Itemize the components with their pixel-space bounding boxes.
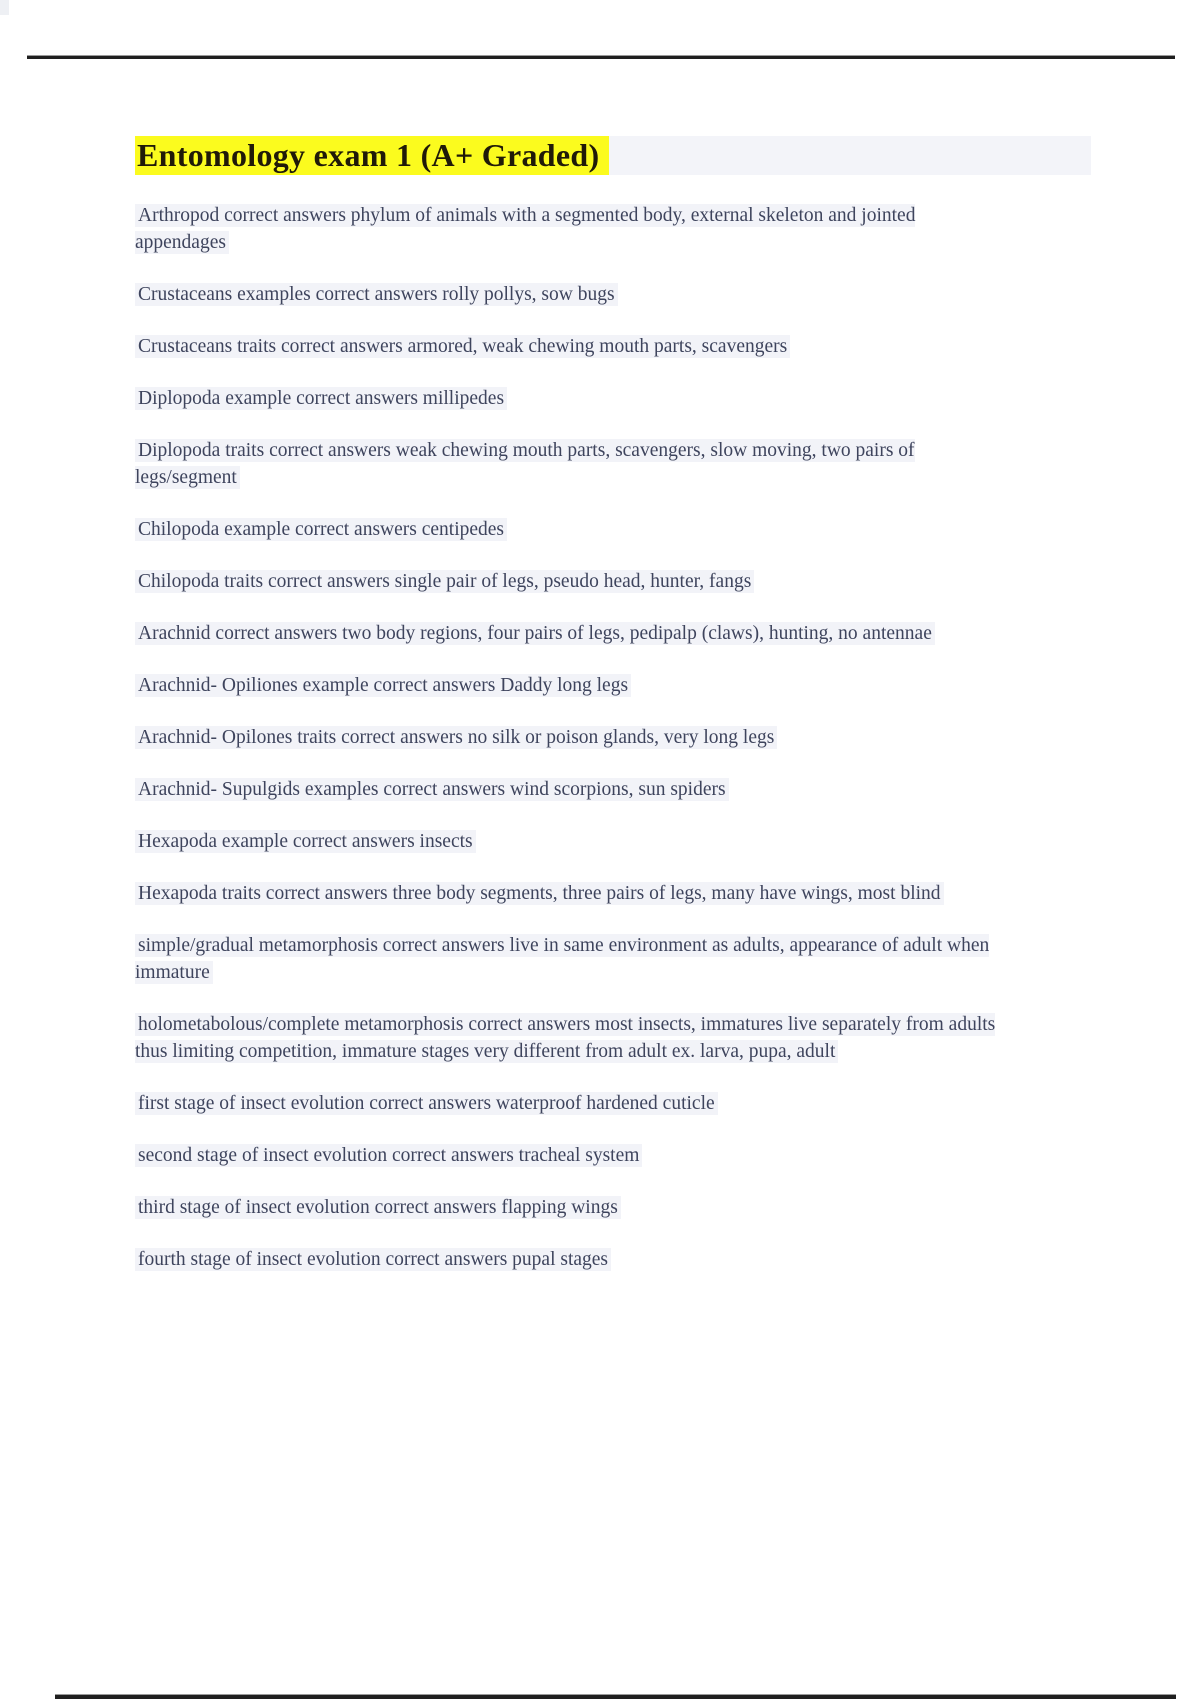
qa-text: holometabolous/complete metamorphosis correct answers most insects, immatures live separately from adults thus limiting competition, immature stages very different from adult ex. larva, pupa, adult [135,1014,996,1062]
scan-edge-artifact [0,0,9,15]
page-title [135,136,1091,175]
qa-text: fourth stage of insect evolution correct answers pupal stages [135,1248,611,1271]
qa-paragraph-crustaceans-traits [135,333,1010,360]
top-border-rule [27,55,1175,59]
qa-text: Arthropod correct answers phylum of animals with a segmented body, external skeleton and jointed appendages [135,205,916,253]
qa-text: Chilopoda example correct answers centipedes [135,518,507,541]
document-content [135,136,1010,1298]
qa-text: Arachnid- Supulgids examples correct answers wind scorpions, sun spiders [135,778,729,801]
qa-paragraph-fourth-stage [135,1246,1010,1273]
qa-paragraph-third-stage [135,1194,1010,1221]
qa-paragraph-arthropod [135,202,1010,256]
qa-text: Arachnid correct answers two body regions, four pairs of legs, pedipalp (claws), hunting, no antennae [135,622,935,645]
page-title-text: Entomology exam 1 (A+ Graded) [135,136,609,175]
qa-paragraph-arachnid [135,620,1010,647]
qa-paragraph-diplopoda-example [135,385,1010,412]
qa-paragraph-crustaceans-examples [135,281,1010,308]
qa-text: Diplopoda example correct answers millipedes [135,387,507,410]
qa-paragraph-arachnid-opilones-traits [135,724,1010,751]
qa-paragraph-chilopoda-traits [135,568,1010,595]
qa-paragraph-arachnid-opiliones-example [135,672,1010,699]
qa-text: Diplopoda traits correct answers weak chewing mouth parts, scavengers, slow moving, two pairs of legs/segment [135,440,915,488]
qa-paragraph-diplopoda-traits [135,437,1010,491]
qa-paragraph-second-stage [135,1142,1010,1169]
qa-text: Crustaceans examples correct answers rolly pollys, sow bugs [135,283,618,306]
qa-text: Hexapoda traits correct answers three body segments, three pairs of legs, many have wings, most blind [135,882,944,905]
qa-paragraph-first-stage [135,1090,1010,1117]
qa-text: first stage of insect evolution correct answers waterproof hardened cuticle [135,1092,718,1115]
qa-text: Crustaceans traits correct answers armored, weak chewing mouth parts, scavengers [135,335,790,358]
qa-paragraph-chilopoda-example [135,516,1010,543]
qa-text: simple/gradual metamorphosis correct answers live in same environment as adults, appearance of adult when immature [135,935,990,983]
bottom-border-rule [55,1694,1176,1699]
qa-paragraph-holometabolous-metamorphosis [135,1011,1010,1065]
qa-paragraph-arachnid-supulgids-examples [135,776,1010,803]
qa-text: Arachnid- Opiliones example correct answers Daddy long legs [135,674,631,697]
qa-text: Arachnid- Opilones traits correct answers no silk or poison glands, very long legs [135,726,777,749]
qa-text: third stage of insect evolution correct answers flapping wings [135,1196,621,1219]
qa-paragraph-hexapoda-traits [135,880,1010,907]
qa-paragraph-hexapoda-example [135,828,1010,855]
qa-paragraph-simple-metamorphosis [135,932,1010,986]
qa-text: second stage of insect evolution correct answers tracheal system [135,1144,642,1167]
qa-text: Chilopoda traits correct answers single pair of legs, pseudo head, hunter, fangs [135,570,754,593]
qa-text: Hexapoda example correct answers insects [135,830,476,853]
